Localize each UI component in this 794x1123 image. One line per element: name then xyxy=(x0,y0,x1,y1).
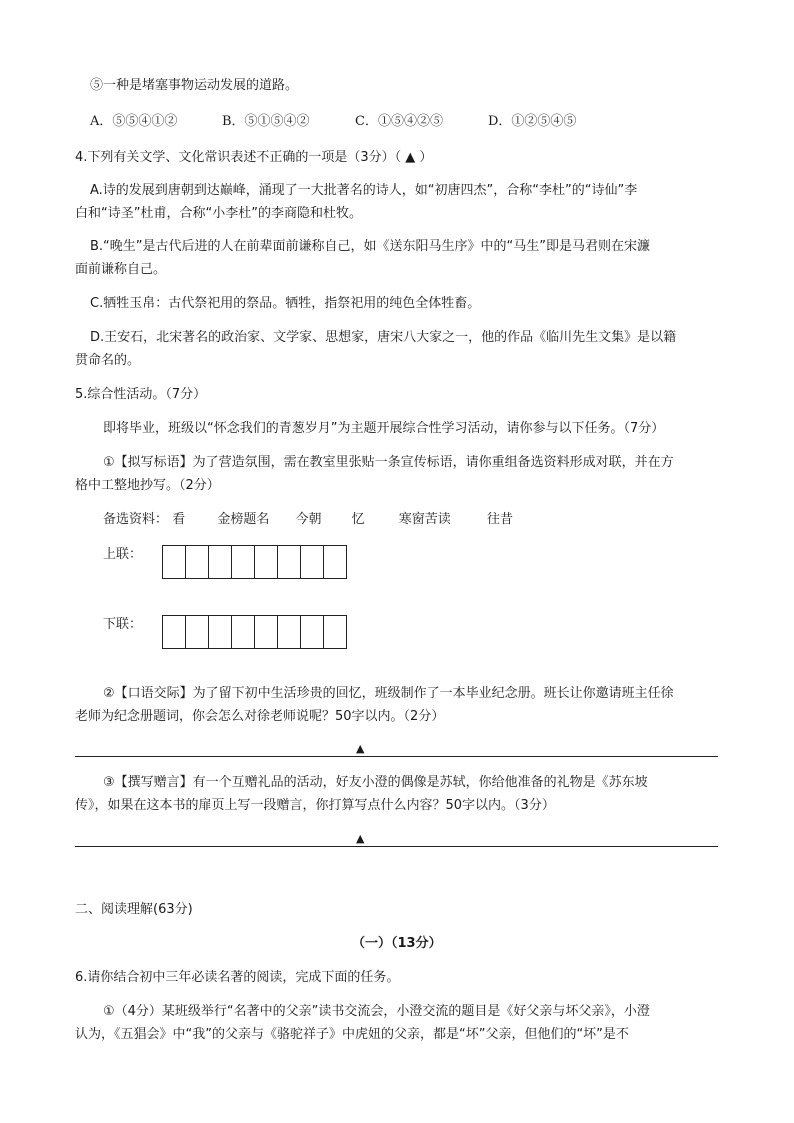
grid-cell[interactable] xyxy=(278,545,301,579)
q4-option-b-line1: B.“晚生”是古代后进的人在前辈面前谦称自己，如《送东阳马生序》中的“马生”即是马君则在宋濂 xyxy=(90,239,650,254)
answer-line-task2[interactable] xyxy=(75,756,718,757)
q3-option-d: D．①②⑤④⑤ xyxy=(488,114,577,129)
q4-option-d-line2: 贯命名的。 xyxy=(75,353,141,368)
grid-cell[interactable] xyxy=(301,545,324,579)
q4-option-a-line2: 白和“诗圣”杜甫，合称“小李杜”的李商隐和杜牧。 xyxy=(75,206,362,221)
q5-task3-line1: ③【撰写赠言】有一个互赠礼品的活动，好友小澄的偶像是苏轼，你给他准备的礼物是《苏东坡 xyxy=(103,775,648,790)
q4-option-c: C.牺牲玉帛：古代祭祀用的祭品。牺牲，指祭祀用的纯色全体牲畜。 xyxy=(90,296,481,311)
q3-option-b: B．⑤①⑤④② xyxy=(222,114,310,129)
q5-task3-line2: 传》，如果在这本书的扉页上写一段赠言，你打算写点什么内容？50字以内。（3分） xyxy=(75,798,555,813)
grid-cell[interactable] xyxy=(255,545,278,579)
answer-marker: ▲ xyxy=(356,832,365,845)
material-item: 寒窗苦读 xyxy=(398,512,451,527)
grid-cell[interactable] xyxy=(255,615,278,649)
material-item: 今朝 xyxy=(295,512,322,527)
grid-cell[interactable] xyxy=(163,545,186,579)
answer-marker: ▲ xyxy=(356,742,365,755)
q6-stem: 6.请你结合初中三年必读名著的阅读，完成下面的任务。 xyxy=(75,970,400,985)
grid-cell[interactable] xyxy=(186,545,209,579)
materials-label: 备选资料： xyxy=(103,512,169,527)
material-item: 金榜题名 xyxy=(217,512,270,527)
q3-item5: ⑤一种是堵塞事物运动发展的道路。 xyxy=(90,78,299,93)
q3-option-a: A．⑤⑤④①② xyxy=(90,114,178,129)
grid-cell[interactable] xyxy=(324,615,347,649)
material-item: 往昔 xyxy=(486,512,513,527)
grid-cell[interactable] xyxy=(232,545,255,579)
part-title: （一）（13分） xyxy=(352,936,442,951)
grid-cell[interactable] xyxy=(278,615,301,649)
q5-task1-line2: 格中工整地抄写。（2分） xyxy=(75,478,220,493)
upper-couplet-grid[interactable] xyxy=(162,545,347,579)
q4-option-d-line1: D.王安石，北宋著名的政治家、文学家、思想家，唐宋八大家之一，他的作品《临川先生文集》是以籍 xyxy=(90,330,677,345)
grid-cell[interactable] xyxy=(324,545,347,579)
q4-stem: 4.下列有关文学、文化常识表述不正确的一项是（3分）（ ▲ ） xyxy=(75,150,433,165)
upper-couplet-label: 上联： xyxy=(103,547,143,562)
grid-cell[interactable] xyxy=(186,615,209,649)
q4-option-a-line1: A.诗的发展到唐朝到达巅峰，涌现了一大批著名的诗人，如“初唐四杰”，合称“李杜”的“诗仙”李 xyxy=(90,183,638,198)
q6-task1-line2: 认为，《五猖会》中“我”的父亲与《骆驼祥子》中虎妞的父亲，都是“坏”父亲，但他们的“坏”是不 xyxy=(75,1027,629,1042)
grid-cell[interactable] xyxy=(232,615,255,649)
grid-cell[interactable] xyxy=(209,615,232,649)
grid-cell[interactable] xyxy=(163,615,186,649)
q5-task2-line1: ②【口语交际】为了留下初中生活珍贵的回忆，班级制作了一本毕业纪念册。班长让你邀请班主任徐 xyxy=(103,686,674,701)
answer-line-task3[interactable] xyxy=(75,846,718,847)
q3-option-c: C．①⑤④②⑤ xyxy=(355,114,443,129)
q4-option-b-line2: 面前谦称自己。 xyxy=(75,262,167,277)
q5-task2-line2: 老师为纪念册题词，你会怎么对徐老师说呢？50字以内。（2分） xyxy=(75,709,445,724)
q5-task1-line1: ①【拟写标语】为了营造氛围，需在教室里张贴一条宣传标语，请你重组备选资料形成对联，并在方 xyxy=(103,455,674,470)
material-item: 忆 xyxy=(351,512,365,527)
grid-cell[interactable] xyxy=(301,615,324,649)
lower-couplet-label: 下联： xyxy=(103,617,143,632)
q6-task1-line1: ①（4分）某班级举行“名著中的父亲”读书交流会，小澄交流的题目是《好父亲与坏父亲》，小澄 xyxy=(103,1004,650,1019)
lower-couplet-grid[interactable] xyxy=(162,615,347,649)
q5-stem: 5.综合性活动。（7分） xyxy=(75,387,207,402)
q5-intro: 即将毕业，班级以“怀念我们的青葱岁月”为主题开展综合性学习活动，请你参与以下任务。（7分） xyxy=(103,421,665,436)
q5-materials xyxy=(103,512,513,528)
grid-cell[interactable] xyxy=(209,545,232,579)
material-item: 看 xyxy=(172,512,186,527)
section-title: 二、阅读理解(63分) xyxy=(75,902,193,917)
